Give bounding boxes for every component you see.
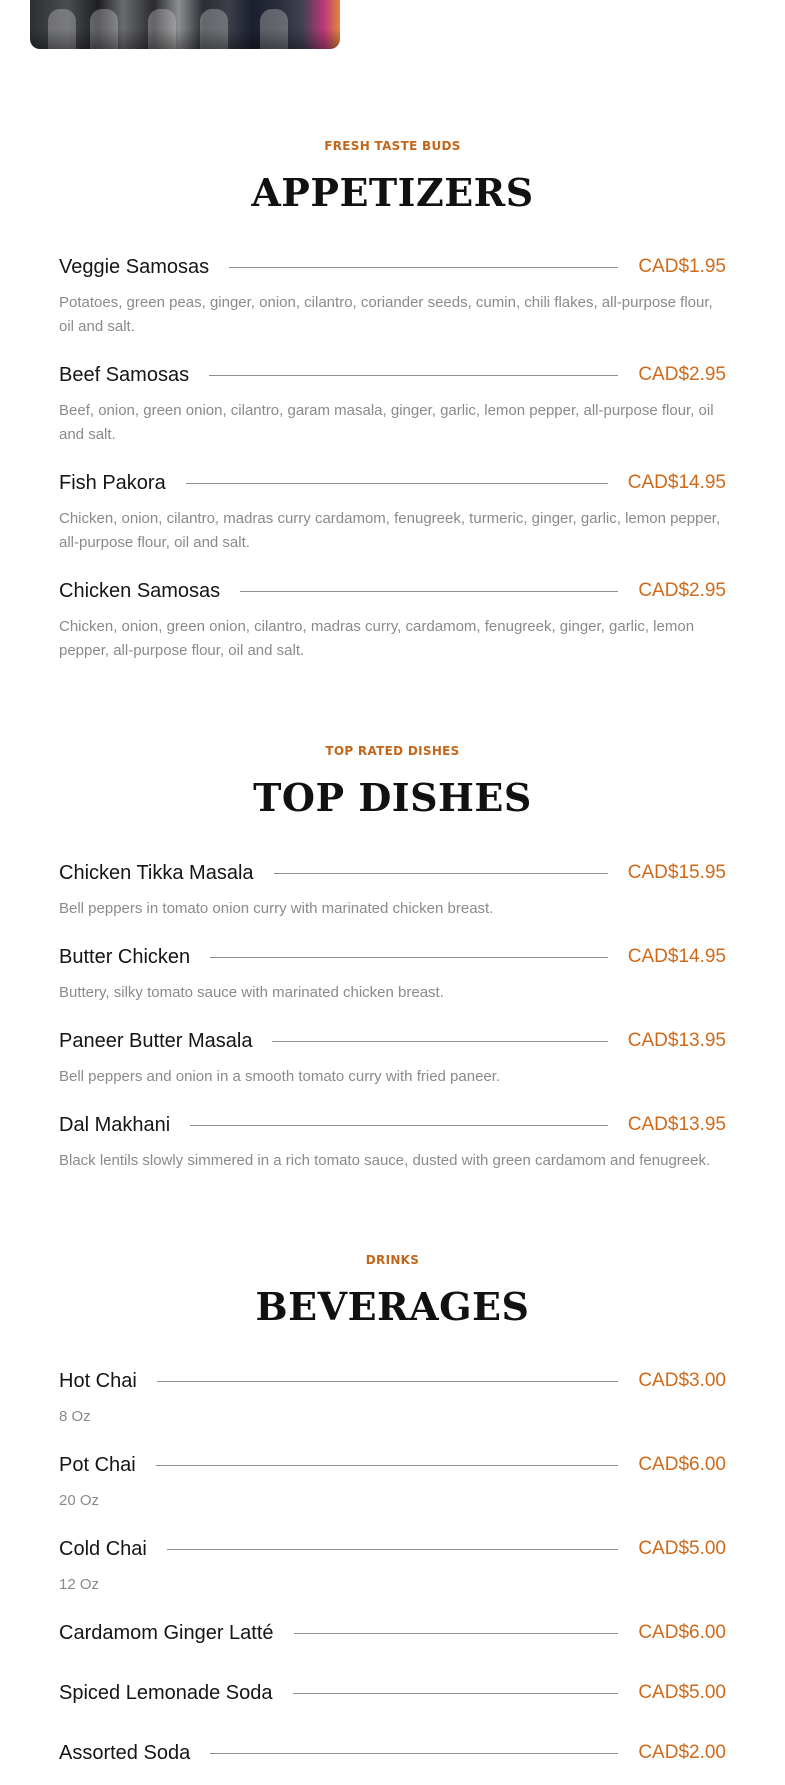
menu-item [59,470,726,555]
leader-line [274,873,608,874]
item-price: CAD$15.95 [627,862,726,883]
leader-line [156,1465,619,1466]
item-price: CAD$14.95 [627,946,726,967]
item-description: 12 Oz [59,1576,100,1593]
item-price: CAD$14.95 [627,472,726,493]
leader-line [167,1549,619,1550]
item-name: Pot Chai [59,1453,136,1476]
leader-line [272,1041,607,1042]
item-description: Beef, onion, green onion, cilantro, garam masala, ginger, garlic, lemon pepper, all-purpose flour, oil and salt. [59,402,714,443]
menu-item [59,1536,726,1597]
item-description: 20 Oz [59,1492,100,1509]
menu-item [59,1368,726,1429]
item-price: CAD$2.95 [638,364,726,385]
menu-item [59,578,726,663]
item-description: Bell peppers and onion in a smooth tomato curry with fried paneer. [59,1068,501,1085]
menu-item [59,1028,726,1089]
item-price: CAD$5.00 [638,1538,726,1559]
item-name: Assorted Soda [59,1741,191,1764]
item-description: Potatoes, green peas, ginger, onion, cilantro, coriander seeds, cumin, chili flakes, all-purpose flour, oil and salt. [59,294,713,335]
leader-line [190,1125,608,1126]
item-price: CAD$2.95 [638,580,726,601]
leader-line [229,267,618,268]
item-name: Dal Makhani [59,1113,171,1136]
item-name: Cardamom Ginger Latté [59,1621,274,1644]
menu-item [59,362,726,447]
item-name: Fish Pakora [59,471,166,494]
item-description: Black lentils slowly simmered in a rich tomato sauce, dusted with green cardamom and fenugreek. [59,1152,711,1169]
item-name: Butter Chicken [59,945,191,968]
section-title: TOP DISHES [253,775,532,820]
item-price: CAD$5.00 [638,1682,726,1703]
item-description: Buttery, silky tomato sauce with marinated chicken breast. [59,984,444,1001]
item-price: CAD$3.00 [638,1370,726,1391]
leader-line [186,483,608,484]
item-description: Bell peppers in tomato onion curry with marinated chicken breast. [59,900,494,917]
item-name: Hot Chai [59,1369,137,1392]
section-eyebrow: TOP RATED DISHES [325,744,460,758]
item-description: 8 Oz [59,1408,91,1425]
leader-line [210,1753,618,1754]
item-price: CAD$2.00 [638,1742,726,1763]
item-description: Chicken, onion, green onion, cilantro, madras curry, cardamom, fenugreek, ginger, garlic, lemon pepper, all-purpose flour, oil and salt. [59,618,695,659]
leader-line [240,591,618,592]
section-title: BEVERAGES [255,1284,530,1329]
menu-item [59,1680,726,1706]
section-eyebrow: DRINKS [365,1253,420,1267]
item-name: Spiced Lemonade Soda [59,1681,273,1704]
leader-line [209,375,618,376]
item-name: Paneer Butter Masala [59,1029,253,1052]
leader-line [157,1381,619,1382]
section-eyebrow: FRESH TASTE BUDS [324,139,461,153]
menu-item [59,1452,726,1513]
menu-item [59,944,726,1005]
menu-item [59,860,726,921]
item-name: Veggie Samosas [59,255,210,278]
menu-item [59,1112,726,1173]
item-price: CAD$13.95 [627,1030,726,1051]
leader-line [294,1633,619,1634]
leader-line [210,957,608,958]
item-name: Cold Chai [59,1537,147,1560]
item-name: Beef Samosas [59,363,190,386]
section-title: APPETIZERS [251,170,534,215]
leader-line [293,1693,619,1694]
menu-item [59,1620,726,1646]
menu-item [59,1740,726,1766]
team-photo [30,0,340,49]
item-price: CAD$6.00 [638,1454,726,1475]
item-name: Chicken Tikka Masala [59,861,254,884]
item-description: Chicken, onion, cilantro, madras curry cardamom, fenugreek, turmeric, ginger, garlic, lemon pepper, all-purpose flour, oil and salt. [59,510,721,551]
item-price: CAD$1.95 [638,256,726,277]
menu-item [59,254,726,339]
item-price: CAD$13.95 [627,1114,726,1135]
item-price: CAD$6.00 [638,1622,726,1643]
item-name: Chicken Samosas [59,579,221,602]
